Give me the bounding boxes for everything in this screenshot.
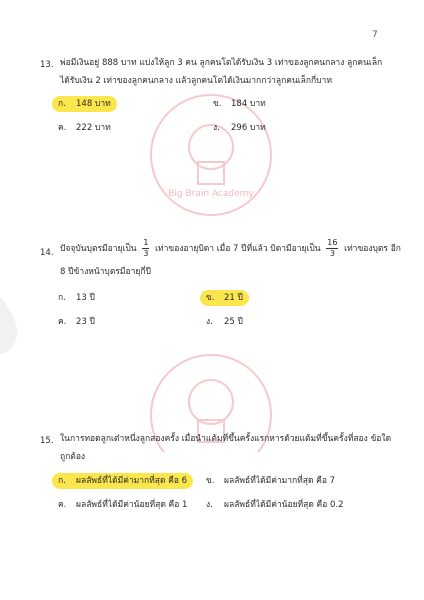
choice-b[interactable] (200, 290, 249, 306)
choice-letter: ง. (206, 317, 213, 327)
choice-a[interactable] (52, 473, 193, 489)
choice-text: 222 บาท (76, 123, 111, 133)
choice-text: 21 ปี (224, 293, 243, 303)
choice-c[interactable] (52, 497, 193, 513)
question-text: ในการทอดลูกเต๋าหนึ่งลูกสองครั้ง เมื่อนำแต้มที่ขึ้นครั้งแรกหารด้วยแต้มที่ขึ้นครั้งที่สอง ข้อใด (60, 434, 392, 444)
choice-text: ผลลัพธ์ที่ได้มีค่าน้อยที่สุด คือ 0.2 (224, 500, 344, 510)
question-text: ถูกต้อง (60, 452, 86, 462)
question-number: 15. (40, 436, 54, 446)
choice-d[interactable] (200, 314, 249, 330)
question-text-part: ปัจจุบันบุตรมีอายุเป็น (60, 244, 137, 254)
choice-text: 25 ปี (224, 317, 243, 327)
question-number: 14. (40, 248, 54, 258)
fraction (142, 238, 149, 259)
choice-letter: ค. (58, 123, 67, 133)
question-number: 13. (40, 60, 54, 70)
choice-letter: ค. (58, 317, 67, 327)
choice-text: ผลลัพธ์ที่ได้มีค่ามากที่สุด คือ 7 (224, 476, 336, 486)
question-text: พ่อมีเงินอยู่ 888 บาท แบ่งให้ลูก 3 คน ลูกคนโตได้รับเงิน 3 เท่าของลูกคนกลาง ลูกคนเล็ก (60, 58, 383, 68)
choice-text: 13 ปี (76, 293, 95, 303)
choice-text: 148 บาท (76, 99, 111, 109)
fraction (326, 238, 338, 259)
choice-c[interactable] (52, 314, 101, 330)
question-text: 8 ปีข้างหน้าบุตรมีอายุกี่ปี (60, 267, 151, 277)
choice-letter: ข. (213, 99, 222, 109)
choice-b[interactable] (207, 96, 272, 112)
choice-text: ผลลัพธ์ที่ได้มีค่าน้อยที่สุด คือ 1 (76, 500, 188, 510)
question-text-part: เท่าของบุตร อีก (344, 244, 401, 254)
choice-text: 23 ปี (76, 317, 95, 327)
choice-text: 296 บาท (231, 123, 266, 133)
choice-letter: ก. (58, 99, 66, 109)
choice-letter: ก. (58, 476, 66, 486)
choice-letter: ง. (206, 500, 213, 510)
choice-letter: ข. (206, 476, 215, 486)
decorative-drop-shape (0, 296, 22, 356)
question-text: ได้รับเงิน 2 เท่าของลูกคนกลาง แล้วลูกคนโตได้เงินมากกว่าลูกคนเล็กกี่บาท (60, 76, 332, 86)
choice-text: ผลลัพธ์ที่ได้มีค่ามากที่สุด คือ 6 (76, 476, 188, 486)
fraction-denominator: 3 (143, 249, 149, 258)
choice-d[interactable] (200, 497, 350, 513)
fraction-denominator: 3 (329, 249, 335, 258)
choice-letter: ก. (58, 293, 66, 303)
choice-text: 184 บาท (231, 99, 266, 109)
choice-a[interactable] (52, 96, 117, 112)
page-number: 7 (372, 30, 378, 40)
choice-d[interactable] (207, 120, 272, 136)
question-text (60, 236, 401, 262)
choice-letter: ค. (58, 500, 67, 510)
choice-c[interactable] (52, 120, 117, 136)
question-text-part: เท่าของอายุบิดา เมื่อ 7 ปีที่แล้ว บิดามีอายุเป็น (155, 244, 321, 254)
choice-b[interactable] (200, 473, 341, 489)
watermark-text: Big Brain Academy (168, 189, 254, 199)
choice-letter: ง. (213, 123, 220, 133)
fraction-numerator: 1 (143, 238, 149, 247)
choice-a[interactable] (52, 290, 101, 306)
choice-letter: ข. (206, 293, 215, 303)
fraction-numerator: 16 (327, 238, 338, 247)
